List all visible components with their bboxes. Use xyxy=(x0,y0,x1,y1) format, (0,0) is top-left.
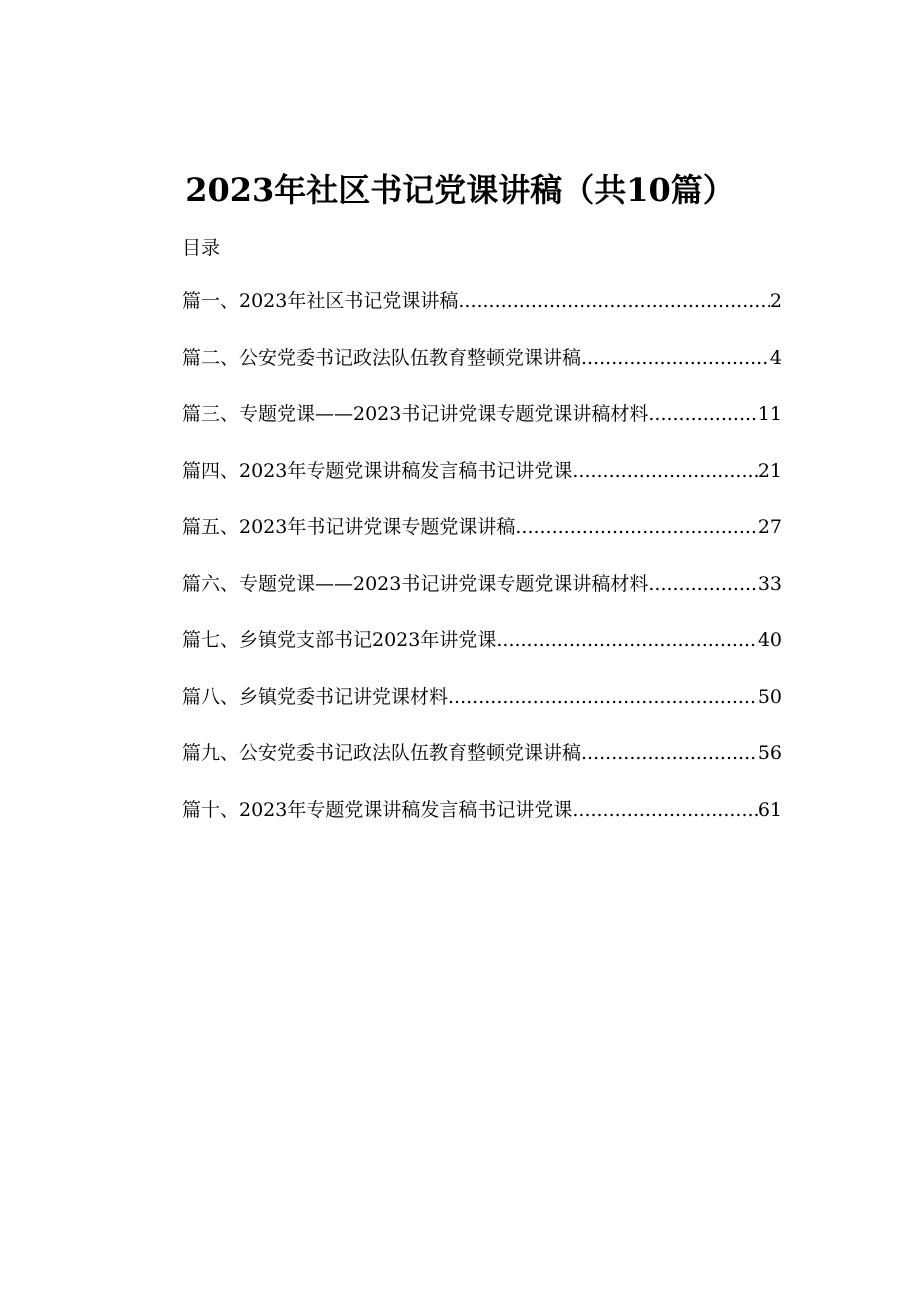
toc-dot-leader xyxy=(581,344,770,372)
toc-dot-leader xyxy=(581,739,758,767)
table-of-contents xyxy=(182,287,782,852)
toc-entry-label: 篇三、专题党课——2023书记讲党课专题党课讲稿材料 xyxy=(182,403,649,425)
document-title: 2023年社区书记党课讲稿（共10篇） xyxy=(185,171,735,210)
toc-entry-page: 21 xyxy=(757,459,782,482)
toc-dot-leader xyxy=(572,457,757,485)
toc-entry-label: 篇五、2023年书记讲党课专题党课讲稿 xyxy=(182,516,516,538)
toc-dot-leader xyxy=(448,683,758,711)
toc-dot-leader xyxy=(648,400,757,428)
toc-entry-6[interactable] xyxy=(182,570,782,627)
toc-entry-label: 篇一、2023年社区书记党课讲稿 xyxy=(182,290,459,312)
toc-entry-9[interactable] xyxy=(182,739,782,796)
toc-entry-10[interactable] xyxy=(182,796,782,853)
toc-entry-page: 33 xyxy=(757,572,782,595)
toc-entry-label: 篇八、乡镇党委书记讲党课材料 xyxy=(182,685,449,708)
toc-entry-label: 篇二、公安党委书记政法队伍教育整顿党课讲稿 xyxy=(182,346,582,369)
toc-entry-5[interactable] xyxy=(182,513,782,570)
toc-entry-label: 篇四、2023年专题党课讲稿发言稿书记讲党课 xyxy=(182,459,573,482)
toc-entry-8[interactable] xyxy=(182,683,782,740)
toc-entry-page: 50 xyxy=(757,685,782,708)
toc-dot-leader xyxy=(515,513,757,541)
toc-entry-label: 篇七、乡镇党支部书记2023年讲党课 xyxy=(182,629,497,651)
toc-dot-leader xyxy=(458,287,770,315)
toc-entry-page: 11 xyxy=(757,403,782,425)
toc-heading: 目录 xyxy=(182,237,221,259)
toc-entry-label: 篇十、2023年专题党课讲稿发言稿书记讲党课 xyxy=(182,798,573,821)
toc-dot-leader xyxy=(648,570,757,598)
toc-entry-page: 27 xyxy=(757,516,782,538)
toc-entry-label: 篇六、专题党课——2023书记讲党课专题党课讲稿材料 xyxy=(182,572,649,595)
toc-entry-3[interactable] xyxy=(182,400,782,457)
toc-entry-page: 40 xyxy=(757,629,782,651)
toc-entry-page: 61 xyxy=(757,798,782,821)
toc-entry-page: 2 xyxy=(769,290,782,312)
toc-entry-page: 56 xyxy=(757,742,782,764)
toc-entry-page: 4 xyxy=(769,346,782,369)
toc-entry-1[interactable] xyxy=(182,287,782,344)
toc-entry-2[interactable] xyxy=(182,344,782,401)
toc-entry-7[interactable] xyxy=(182,626,782,683)
toc-dot-leader xyxy=(496,626,757,654)
toc-entry-4[interactable] xyxy=(182,457,782,514)
toc-entry-label: 篇九、公安党委书记政法队伍教育整顿党课讲稿 xyxy=(182,742,582,764)
toc-dot-leader xyxy=(572,796,757,824)
